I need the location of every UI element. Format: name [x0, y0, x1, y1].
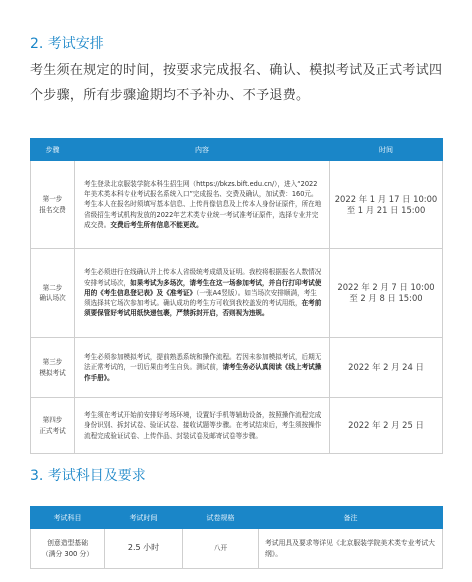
time-cell: 2022 年 2 月 7 日 10:00 至 2 月 8 日 15:00 — [330, 249, 443, 338]
notes-cell: 考试用具及要求等详见《北京服装学院美术类专业考试大纲》。 — [259, 529, 443, 569]
step-label: 报名交费 — [39, 205, 66, 214]
time-cell: 2022 年 2 月 24 日 — [330, 338, 443, 398]
section-3-title: 3. 考试科目及要求 — [30, 468, 146, 484]
header-content: 内容 — [75, 139, 330, 161]
content-cell — [75, 161, 330, 249]
content-emphasis: 交费后考生所有信息不能更改。 — [110, 220, 203, 229]
header-paper-size: 试卷规格 — [183, 507, 259, 529]
exam-schedule-table — [30, 138, 443, 454]
step-number: 第四步 — [42, 416, 63, 425]
duration-cell: 2.5 小时 — [105, 529, 183, 569]
content-cell — [75, 249, 330, 338]
step-label: 确认场次 — [39, 294, 66, 302]
table-row — [31, 249, 443, 338]
exam-subject-table — [30, 506, 443, 569]
step-number: 第二步 — [42, 283, 63, 292]
table-row — [31, 338, 443, 398]
content-emphasis: 请考生务必认真阅读《线上考试操作手册》。 — [84, 363, 322, 382]
step-cell — [31, 161, 75, 249]
step-cell — [31, 338, 75, 398]
content-text: （一张A4竖版）。如当场次安排顺满，考生须选择其它场次参加考试。确认成功的考生方可收到我校盖发的考试用纸， — [84, 288, 317, 308]
content-cell — [75, 338, 330, 398]
content-cell: 考生须在考试开始前安排好考场环境，设置好手机等辅助设备，按照操作流程完成身份识别、拆封试卷、验证试卷、接收试题等步骤。在考试结束后，考生须按操作流程完成验证试卷、上传作品、封装试卷及邮寄试卷等步骤。 — [75, 398, 330, 454]
header-subject: 考试科目 — [31, 507, 105, 529]
subject-score: （满分 300 分） — [41, 549, 94, 558]
content-text: 考生必须参加模拟考试，提前熟悉系统和操作流程。若因未参加模拟考试，后期无法正常考试的，一切后果由考生自负。测试前， — [84, 353, 322, 372]
content-emphasis: 如果考试为多场次，请考生在这一场参加考试，并自行打印考试使用的《考生信息登记表》及《准考证》 — [84, 278, 322, 297]
header-step: 步骤 — [31, 139, 75, 161]
time-cell: 2022 年 2 月 25 日 — [330, 398, 443, 454]
header-notes: 备注 — [259, 507, 443, 529]
section-2-title: 2. 考试安排 — [30, 36, 104, 52]
content-text: 考生登录北京服装学院本科生招生网（https://bkzs.bift.edu.cn/），进入“2022年美术类本科专业考试报名系统入口”完成报名、交费及确认，加试费：160元。考生本人在报名时须填写基本信息、上传肖像信息及上传本人身份证原件，所在地省级招生考试机构发放的2022年艺术类专业统一考试准考证原件，选择专业并完成交费。 — [84, 179, 322, 229]
content-emphasis: 在考前须要保管好考试用纸快递包裹，严禁拆封开启，否则视为违规。 — [84, 299, 322, 318]
step-cell — [31, 398, 75, 454]
table-header-row — [31, 139, 443, 161]
table-header-row — [31, 507, 443, 529]
step-number: 第三步 — [42, 358, 63, 367]
step-label: 正式考试 — [39, 426, 66, 435]
table-row — [31, 161, 443, 249]
time-cell: 2022 年 1 月 17 日 10:00 至 1 月 21 日 15:00 — [330, 161, 443, 249]
section-2-intro: 考生须在规定的时间，按要求完成报名、确认、模拟考试及正式考试四个步骤，所有步骤逾期均不予补办、不予退费。 — [30, 63, 443, 103]
table-row — [31, 529, 443, 569]
table-row — [31, 398, 443, 454]
subject-cell — [31, 529, 105, 569]
header-duration: 考试时间 — [105, 507, 183, 529]
paper-size-cell: 八开 — [183, 529, 259, 569]
step-number: 第一步 — [42, 195, 63, 204]
content-text: 考生必须进行在线确认并上传本人省级统考成绩及证明。我校将根据报名人数情况安排考试场次， — [84, 268, 322, 287]
subject-name: 创意造型基础 — [47, 539, 88, 547]
step-label: 模拟考试 — [39, 368, 66, 377]
header-time: 时间 — [330, 139, 443, 161]
step-cell — [31, 249, 75, 338]
